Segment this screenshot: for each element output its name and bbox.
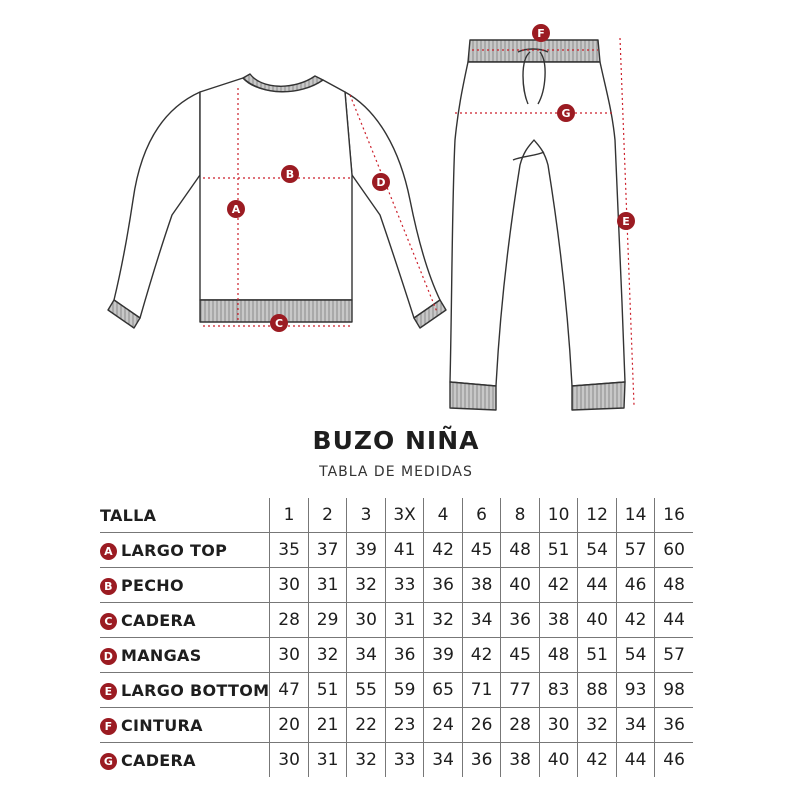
measure-value-cell: 42 [539,568,578,603]
measure-value-cell: 40 [539,743,578,778]
measure-value-cell: 42 [424,533,463,568]
svg-text:B: B [285,168,295,181]
measure-label [100,603,270,638]
measure-value-cell: 23 [385,708,424,743]
measure-value-cell: 26 [462,708,501,743]
measure-value-cell: 21 [308,708,347,743]
measure-value-cell: 59 [385,673,424,708]
measure-label [100,743,270,778]
size-header-cell: 12 [578,498,617,533]
table-row [100,708,693,743]
measure-value-cell: 51 [308,673,347,708]
measure-label [100,708,270,743]
measure-value-cell: 34 [347,638,386,673]
letter-badge: D [100,648,117,665]
size-header-cell: 1 [270,498,309,533]
measure-label-text: LARGO BOTTOM [121,680,270,700]
marker-c [270,314,288,332]
letter-badge: A [100,543,117,560]
measure-value-cell: 44 [616,743,655,778]
measure-value-cell: 35 [270,533,309,568]
measure-value-cell: 38 [501,743,540,778]
measure-value-cell: 41 [385,533,424,568]
measure-value-cell: 22 [347,708,386,743]
measure-value-cell: 34 [424,743,463,778]
table-row [100,603,693,638]
measure-value-cell: 31 [385,603,424,638]
measure-value-cell: 60 [655,533,693,568]
measure-value-cell: 32 [578,708,617,743]
table-row [100,533,693,568]
measure-value-cell: 39 [347,533,386,568]
measure-value-cell: 98 [655,673,693,708]
letter-badge: G [100,753,117,770]
measure-value-cell: 57 [655,638,693,673]
size-header-cell: 8 [501,498,540,533]
marker-e [617,212,635,230]
measure-label [100,568,270,603]
measure-value-cell: 32 [424,603,463,638]
measure-value-cell: 34 [616,708,655,743]
measure-value-cell: 24 [424,708,463,743]
measure-label-text: MANGAS [121,645,202,665]
measure-value-cell: 48 [539,638,578,673]
measure-value-cell: 45 [501,638,540,673]
marker-g [557,104,575,122]
table-row [100,638,693,673]
measure-value-cell: 34 [462,603,501,638]
measure-value-cell: 33 [385,568,424,603]
svg-text:G: G [561,107,571,120]
measure-value-cell: 48 [655,568,693,603]
measure-value-cell: 36 [385,638,424,673]
measure-label-text: PECHO [121,575,184,595]
measure-value-cell: 51 [578,638,617,673]
measure-label-text: CINTURA [121,715,203,735]
measure-label-text: LARGO TOP [121,540,228,560]
measure-value-cell: 57 [616,533,655,568]
measure-value-cell: 46 [655,743,693,778]
measure-value-cell: 51 [539,533,578,568]
letter-badge: E [100,683,117,700]
measure-label [100,673,270,708]
measure-value-cell: 42 [462,638,501,673]
talla-header: TALLA [100,505,157,525]
measure-label [100,638,270,673]
measure-value-cell: 31 [308,568,347,603]
measure-value-cell: 33 [385,743,424,778]
size-header-cell: 3X [385,498,424,533]
svg-text:A: A [231,203,241,216]
table-row [100,568,693,603]
measure-value-cell: 32 [308,638,347,673]
marker-b [281,165,299,183]
measure-value-cell: 93 [616,673,655,708]
size-header-cell: 16 [655,498,693,533]
measure-value-cell: 54 [578,533,617,568]
page-subtitle: TABLA DE MEDIDAS [319,464,473,480]
measure-value-cell: 37 [308,533,347,568]
measure-value-cell: 40 [578,603,617,638]
measure-value-cell: 29 [308,603,347,638]
measure-value-cell: 65 [424,673,463,708]
measure-value-cell: 40 [501,568,540,603]
measure-value-cell: 36 [424,568,463,603]
size-chart-table [100,498,693,777]
measure-value-cell: 83 [539,673,578,708]
size-header-cell: 14 [616,498,655,533]
measure-value-cell: 36 [655,708,693,743]
marker-a [227,200,245,218]
measure-value-cell: 28 [501,708,540,743]
measure-value-cell: 48 [501,533,540,568]
measure-value-cell: 42 [578,743,617,778]
measure-value-cell: 28 [270,603,309,638]
measure-value-cell: 54 [616,638,655,673]
size-header-cell: 2 [308,498,347,533]
measure-value-cell: 30 [270,743,309,778]
measure-value-cell: 32 [347,568,386,603]
table-row [100,673,693,708]
measure-value-cell: 47 [270,673,309,708]
measure-value-cell: 30 [270,638,309,673]
letter-badge: B [100,578,117,595]
size-header-cell: 4 [424,498,463,533]
measure-value-cell: 44 [578,568,617,603]
measure-value-cell: 30 [539,708,578,743]
svg-text:F: F [537,27,545,40]
measure-value-cell: 38 [462,568,501,603]
measure-value-cell: 71 [462,673,501,708]
sweatshirt-illustration [108,74,446,328]
measure-value-cell: 32 [347,743,386,778]
measure-value-cell: 36 [501,603,540,638]
measure-value-cell: 55 [347,673,386,708]
measure-value-cell: 30 [270,568,309,603]
measure-value-cell: 46 [616,568,655,603]
measure-value-cell: 39 [424,638,463,673]
measure-value-cell: 88 [578,673,617,708]
table-row [100,743,693,778]
size-header-cell: 10 [539,498,578,533]
svg-text:E: E [622,215,630,228]
measure-label-text: CADERA [121,750,196,770]
marker-f [532,24,550,42]
measure-label [100,533,270,568]
letter-badge: F [100,718,117,735]
pants-illustration [450,40,625,410]
measure-value-cell: 20 [270,708,309,743]
size-header-cell: 6 [462,498,501,533]
measure-label-text: CADERA [121,610,196,630]
page-title: BUZO NIÑA [312,426,480,455]
measure-value-cell: 44 [655,603,693,638]
table-header-row [100,498,693,533]
measure-value-cell: 38 [539,603,578,638]
marker-d [372,173,390,191]
letter-badge: C [100,613,117,630]
measure-value-cell: 31 [308,743,347,778]
svg-text:C: C [274,317,284,330]
measure-value-cell: 42 [616,603,655,638]
svg-text:D: D [376,176,386,189]
measure-value-cell: 30 [347,603,386,638]
measure-value-cell: 77 [501,673,540,708]
measure-value-cell: 36 [462,743,501,778]
measure-value-cell: 45 [462,533,501,568]
size-header-cell: 3 [347,498,386,533]
